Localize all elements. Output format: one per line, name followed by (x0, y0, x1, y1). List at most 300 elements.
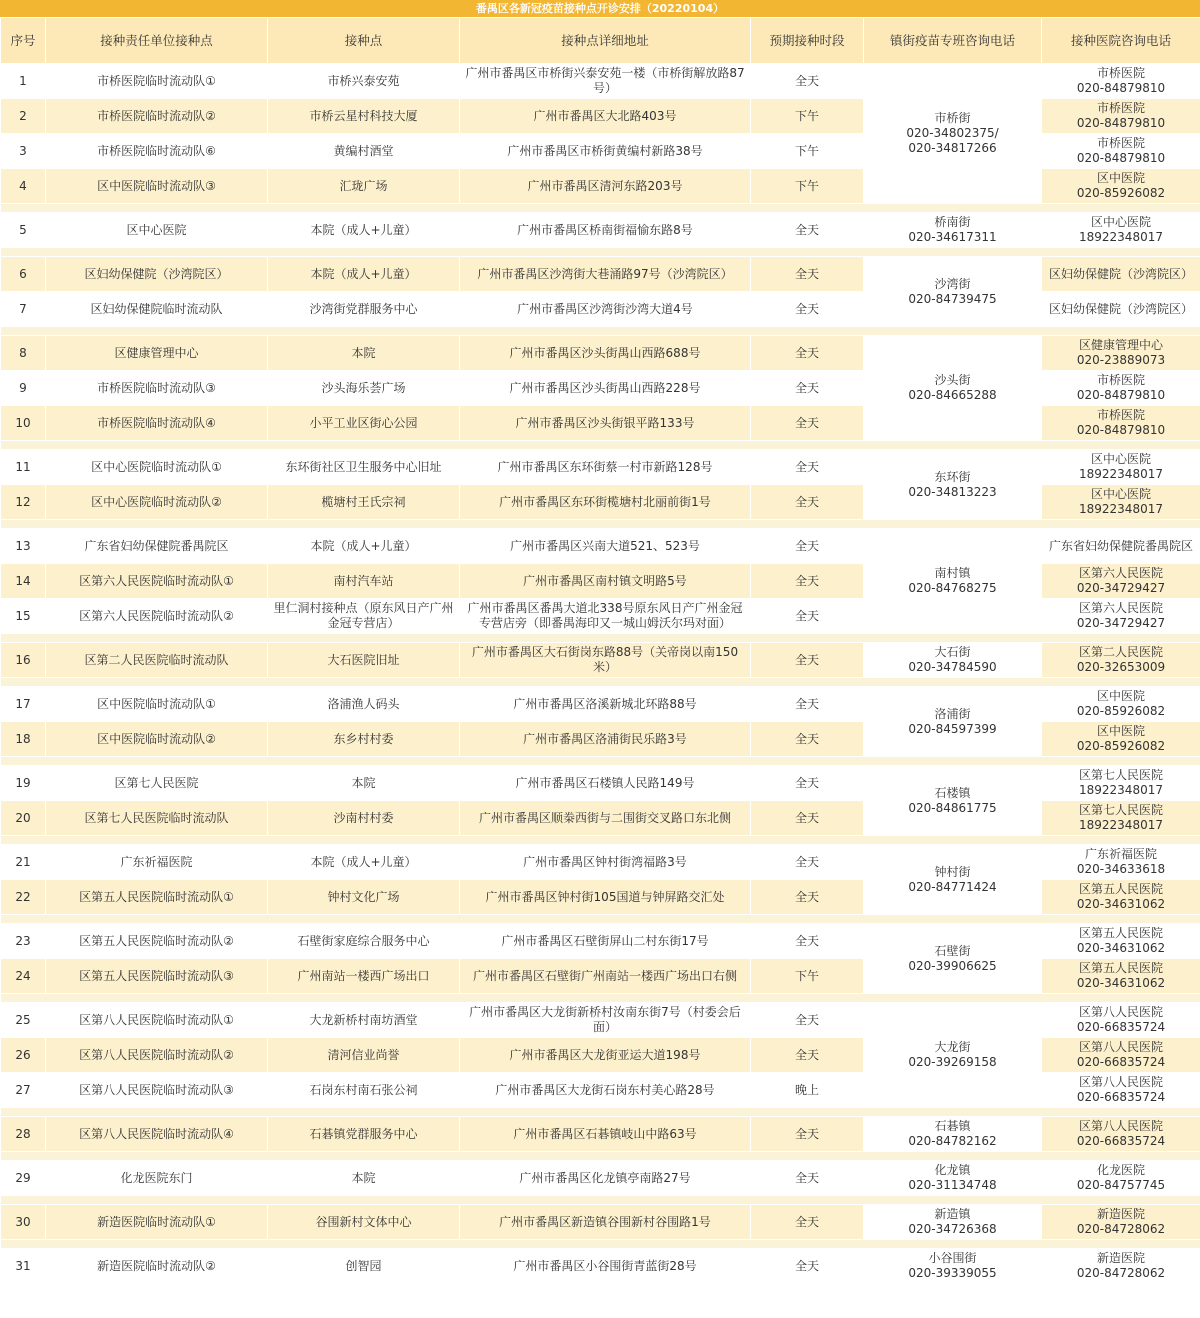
table-row (1, 687, 1200, 722)
cell-unit: 区第五人民医院临时流动队① (46, 880, 268, 915)
cell-time: 晚上 (751, 1073, 864, 1108)
cell-unit: 市桥医院临时流动队② (46, 99, 268, 134)
group-separator (1, 248, 1200, 257)
cell-unit: 区第八人民医院临时流动队② (46, 1038, 268, 1073)
cell-site: 榄塘村王氏宗祠 (268, 485, 460, 520)
cell-hospital (1042, 880, 1200, 915)
hospital-name: 区第七人民医院 (1078, 803, 1163, 817)
cell-street-phone (864, 924, 1042, 994)
cell-no: 25 (1, 1003, 46, 1038)
street-phone: 020-84771424 (908, 879, 997, 894)
cell-time: 下午 (751, 99, 864, 134)
hospital-phone: 18922348017 (1079, 230, 1163, 244)
cell-street-phone (864, 213, 1042, 248)
cell-unit: 区第八人民医院临时流动队④ (46, 1117, 268, 1152)
street-phone: 020-84861775 (908, 800, 997, 815)
cell-hospital (1042, 406, 1200, 441)
cell-site: 大石医院旧址 (268, 643, 460, 678)
cell-hospital (1042, 845, 1200, 880)
hospital-name: 市桥医院 (1096, 136, 1145, 150)
cell-no: 10 (1, 406, 46, 441)
cell-address: 广州市番禺区市桥街黄编村新路38号 (460, 134, 751, 169)
cell-address: 广州市番禺区东环街蔡一村市新路128号 (460, 450, 751, 485)
cell-unit: 区中医院临时流动队③ (46, 169, 268, 204)
cell-street-phone (864, 336, 1042, 441)
cell-time: 全天 (751, 599, 864, 634)
hospital-phone: 020-84879810 (1076, 388, 1166, 402)
hospital-phone: 020-84879810 (1076, 423, 1166, 437)
hospital-name: 区第五人民医院 (1078, 926, 1163, 940)
cell-time: 下午 (751, 959, 864, 994)
cell-time: 全天 (751, 1249, 864, 1284)
header-hospital-phone: 接种医院咨询电话 (1042, 18, 1200, 64)
cell-unit: 区中医院临时流动队① (46, 687, 268, 722)
cell-time: 全天 (751, 213, 864, 248)
cell-unit: 区第八人民医院临时流动队① (46, 1003, 268, 1038)
cell-unit: 区第七人民医院 (46, 766, 268, 801)
cell-address: 广州市番禺区石碁镇岐山中路63号 (460, 1117, 751, 1152)
cell-hospital (1042, 1117, 1200, 1152)
hospital-name: 区妇幼保健院（沙湾院区） (1048, 266, 1193, 281)
hospital-phone: 020-85926082 (1076, 704, 1166, 718)
hospital-phone: 020-85926082 (1076, 186, 1166, 200)
table-row (1, 924, 1200, 959)
cell-time: 全天 (751, 801, 864, 836)
cell-address: 广州市番禺区钟村街湾福路3号 (460, 845, 751, 880)
cell-address: 广州市番禺区沙头街银平路133号 (460, 406, 751, 441)
cell-address: 广州市番禺区沙湾街沙湾大道4号 (460, 292, 751, 327)
cell-no: 6 (1, 257, 46, 292)
street-phone: 020-84782162 (908, 1134, 997, 1148)
cell-site: 清河信业尚誉 (268, 1038, 460, 1073)
street-phone: 020-34813223 (908, 484, 997, 499)
group-separator (1, 1196, 1200, 1205)
group-separator (1, 1152, 1200, 1161)
hospital-name: 广东祈福医院 (1084, 847, 1157, 861)
cell-no: 2 (1, 99, 46, 134)
cell-unit: 新造医院临时流动队② (46, 1249, 268, 1284)
cell-address: 广州市番禺区沙头街禺山西路228号 (460, 371, 751, 406)
cell-hospital (1042, 292, 1200, 327)
table-row (1, 1003, 1200, 1038)
group-separator (1, 836, 1200, 845)
cell-unit: 区第七人民医院临时流动队 (46, 801, 268, 836)
cell-site: 东乡村村委 (268, 722, 460, 757)
street-phone: 020-34617311 (908, 230, 997, 244)
cell-site: 石壁街家庭综合服务中心 (268, 924, 460, 959)
cell-hospital (1042, 1205, 1200, 1240)
cell-no: 31 (1, 1249, 46, 1284)
hospital-name: 区妇幼保健院（沙湾院区） (1048, 301, 1193, 316)
separator-cell (1, 915, 1200, 924)
hospital-name: 区第五人民医院 (1078, 882, 1163, 896)
cell-street-phone (864, 257, 1042, 327)
cell-no: 13 (1, 529, 46, 564)
cell-time: 全天 (751, 1038, 864, 1073)
separator-cell (1, 441, 1200, 450)
cell-time: 全天 (751, 257, 864, 292)
cell-site: 本院（成人+儿童） (268, 213, 460, 248)
cell-unit: 区第二人民医院临时流动队 (46, 643, 268, 678)
cell-unit: 区第六人民医院临时流动队① (46, 564, 268, 599)
cell-address: 广州市番禺区大石街岗东路88号（关帝岗以南150米） (460, 643, 751, 678)
cell-no: 23 (1, 924, 46, 959)
cell-no: 26 (1, 1038, 46, 1073)
hospital-phone: 020-34631062 (1076, 941, 1166, 955)
street-name: 新造镇 (934, 1207, 971, 1221)
table-row (1, 845, 1200, 880)
cell-unit: 广东祈福医院 (46, 845, 268, 880)
cell-time: 全天 (751, 292, 864, 327)
cell-time: 全天 (751, 687, 864, 722)
cell-site: 沙南村村委 (268, 801, 460, 836)
cell-hospital (1042, 801, 1200, 836)
separator-cell (1, 327, 1200, 336)
cell-unit: 市桥医院临时流动队③ (46, 371, 268, 406)
cell-hospital (1042, 257, 1200, 292)
street-name: 石楼镇 (934, 785, 971, 800)
hospital-phone: 18922348017 (1079, 818, 1163, 832)
table-row (1, 1249, 1200, 1284)
cell-site: 市桥云星村科技大厦 (268, 99, 460, 134)
cell-unit: 区第八人民医院临时流动队③ (46, 1073, 268, 1108)
cell-site: 里仁洞村接种点（原东风日产广州金冠专营店） (268, 599, 460, 634)
cell-address: 广州市番禺区大龙街新桥村汝南东街7号（村委会后面） (460, 1003, 751, 1038)
hospital-phone: 020-34631062 (1076, 976, 1166, 990)
cell-time: 全天 (751, 406, 864, 441)
hospital-phone: 020-84728062 (1076, 1266, 1166, 1280)
hospital-name: 区中心医院 (1090, 215, 1151, 229)
cell-time: 全天 (751, 845, 864, 880)
cell-hospital (1042, 450, 1200, 485)
separator-cell (1, 1196, 1200, 1205)
street-phone: 020-34802375/ 020-34817266 (906, 126, 999, 155)
cell-street-phone (864, 1205, 1042, 1240)
table-row (1, 213, 1200, 248)
cell-unit: 区中心医院 (46, 213, 268, 248)
cell-time: 全天 (751, 1205, 864, 1240)
cell-time: 全天 (751, 1161, 864, 1196)
group-separator (1, 520, 1200, 529)
street-name: 东环街 (934, 469, 971, 484)
cell-unit: 区妇幼保健院（沙湾院区） (46, 257, 268, 292)
hospital-phone: 020-34729427 (1076, 616, 1166, 630)
table-row (1, 643, 1200, 678)
cell-site: 谷围新村文体中心 (268, 1205, 460, 1240)
street-phone: 020-39269158 (908, 1055, 997, 1069)
cell-unit: 区健康管理中心 (46, 336, 268, 371)
separator-cell (1, 1152, 1200, 1161)
hospital-phone: 020-84879810 (1076, 116, 1166, 130)
cell-unit: 市桥医院临时流动队⑥ (46, 134, 268, 169)
cell-time: 全天 (751, 643, 864, 678)
cell-unit: 市桥医院临时流动队④ (46, 406, 268, 441)
cell-time: 全天 (751, 766, 864, 801)
cell-street-phone (864, 64, 1042, 204)
cell-address: 广州市番禺区桥南街福愉东路8号 (460, 213, 751, 248)
cell-no: 27 (1, 1073, 46, 1108)
street-name: 小谷围街 (928, 1251, 977, 1265)
street-name: 南村镇 (934, 566, 971, 580)
cell-unit: 区第六人民医院临时流动队② (46, 599, 268, 634)
hospital-name: 区第八人民医院 (1078, 1040, 1163, 1054)
hospital-phone: 020-66835724 (1076, 1055, 1166, 1069)
cell-site: 黄编村酒堂 (268, 134, 460, 169)
cell-address: 广州市番禺区兴南大道521、523号 (460, 529, 751, 564)
cell-no: 3 (1, 134, 46, 169)
cell-hospital (1042, 959, 1200, 994)
cell-no: 11 (1, 450, 46, 485)
cell-address: 广州市番禺区洛浦街民乐路3号 (460, 722, 751, 757)
cell-hospital (1042, 1073, 1200, 1108)
table-row (1, 1205, 1200, 1240)
street-phone: 020-84665288 (908, 388, 997, 402)
cell-address: 广州市番禺区石壁街屏山二村东街17号 (460, 924, 751, 959)
cell-street-phone (864, 1003, 1042, 1108)
cell-site: 大龙新桥村南坊酒堂 (268, 1003, 460, 1038)
cell-time: 全天 (751, 529, 864, 564)
hospital-phone: 020-66835724 (1076, 1134, 1166, 1148)
cell-address: 广州市番禺区大北路403号 (460, 99, 751, 134)
group-separator (1, 204, 1200, 213)
cell-address: 广州市番禺区市桥街兴泰安苑一楼（市桥街解放路87号） (460, 64, 751, 99)
hospital-name: 市桥医院 (1096, 408, 1145, 422)
cell-address: 广州市番禺区清河东路203号 (460, 169, 751, 204)
group-separator (1, 327, 1200, 336)
header-row (1, 18, 1200, 64)
cell-address: 广州市番禺区小谷围街青蓝街28号 (460, 1249, 751, 1284)
cell-address: 广州市番禺区沙头街禺山西路688号 (460, 336, 751, 371)
cell-site: 本院（成人+儿童） (268, 845, 460, 880)
cell-hospital (1042, 169, 1200, 204)
cell-no: 7 (1, 292, 46, 327)
street-name: 大龙街 (934, 1040, 971, 1054)
cell-time: 全天 (751, 64, 864, 99)
cell-time: 下午 (751, 169, 864, 204)
cell-unit: 市桥医院临时流动队① (46, 64, 268, 99)
street-name: 沙湾街 (934, 276, 971, 291)
cell-site: 东环街社区卫生服务中心旧址 (268, 450, 460, 485)
hospital-phone: 020-66835724 (1076, 1020, 1166, 1034)
cell-no: 30 (1, 1205, 46, 1240)
cell-hospital (1042, 1161, 1200, 1196)
cell-no: 20 (1, 801, 46, 836)
cell-unit: 区第五人民医院临时流动队② (46, 924, 268, 959)
cell-hospital (1042, 687, 1200, 722)
cell-no: 19 (1, 766, 46, 801)
cell-no: 5 (1, 213, 46, 248)
cell-hospital (1042, 1003, 1200, 1038)
hospital-name: 区第八人民医院 (1078, 1005, 1163, 1019)
cell-site: 本院 (268, 336, 460, 371)
street-phone: 020-34726368 (908, 1222, 997, 1236)
cell-site: 石碁镇党群服务中心 (268, 1117, 460, 1152)
hospital-name: 区健康管理中心 (1078, 338, 1163, 352)
cell-no: 9 (1, 371, 46, 406)
header-time: 预期接种时段 (751, 18, 864, 64)
cell-street-phone (864, 687, 1042, 757)
group-separator (1, 1108, 1200, 1117)
hospital-name: 新造医院 (1096, 1251, 1145, 1265)
cell-no: 24 (1, 959, 46, 994)
cell-unit: 区中医院临时流动队② (46, 722, 268, 757)
cell-site: 洛浦渔人码头 (268, 687, 460, 722)
hospital-name: 区第六人民医院 (1078, 601, 1163, 615)
hospital-name: 区中心医院 (1090, 452, 1151, 466)
hospital-phone: 020-34633618 (1076, 862, 1166, 876)
hospital-phone: 020-84757745 (1076, 1178, 1166, 1192)
hospital-phone: 020-66835724 (1076, 1090, 1166, 1104)
cell-address: 广州市番禺区南村镇文明路5号 (460, 564, 751, 599)
cell-site: 钟村文化广场 (268, 880, 460, 915)
separator-cell (1, 678, 1200, 687)
header-address: 接种点详细地址 (460, 18, 751, 64)
cell-unit: 区妇幼保健院临时流动队 (46, 292, 268, 327)
cell-hospital (1042, 1038, 1200, 1073)
cell-site: 石岗东村南石张公祠 (268, 1073, 460, 1108)
cell-hospital (1042, 643, 1200, 678)
cell-time: 全天 (751, 924, 864, 959)
cell-street-phone (864, 450, 1042, 520)
group-separator (1, 634, 1200, 643)
cell-site: 本院 (268, 1161, 460, 1196)
table-row (1, 336, 1200, 371)
cell-time: 全天 (751, 371, 864, 406)
hospital-name: 广东省妇幼保健院番禺院区 (1048, 538, 1193, 553)
street-phone: 020-84768275 (908, 581, 997, 595)
hospital-name: 区第七人民医院 (1078, 768, 1163, 782)
header-no: 序号 (1, 18, 46, 64)
cell-site: 创智园 (268, 1249, 460, 1284)
table-row (1, 257, 1200, 292)
cell-address: 广州市番禺区石楼镇人民路149号 (460, 766, 751, 801)
street-name: 沙头街 (934, 373, 971, 387)
cell-site: 南村汽车站 (268, 564, 460, 599)
cell-site: 沙湾街党群服务中心 (268, 292, 460, 327)
hospital-name: 化龙医院 (1096, 1163, 1145, 1177)
street-phone: 020-84739475 (908, 291, 997, 306)
cell-address: 广州市番禺区新造镇谷围新村谷围路1号 (460, 1205, 751, 1240)
hospital-phone: 020-32653009 (1076, 660, 1166, 674)
cell-hospital (1042, 1249, 1200, 1284)
cell-site: 本院（成人+儿童） (268, 529, 460, 564)
cell-time: 全天 (751, 1003, 864, 1038)
cell-street-phone (864, 643, 1042, 678)
hospital-name: 区第二人民医院 (1078, 645, 1163, 659)
cell-site: 广州南站一楼西广场出口 (268, 959, 460, 994)
cell-street-phone (864, 1249, 1042, 1284)
header-unit: 接种责任单位接种点 (46, 18, 268, 64)
separator-cell (1, 520, 1200, 529)
group-separator (1, 441, 1200, 450)
cell-site: 本院（成人+儿童） (268, 257, 460, 292)
hospital-name: 新造医院 (1096, 1207, 1145, 1221)
hospital-phone: 020-84728062 (1076, 1222, 1166, 1236)
table-row (1, 1161, 1200, 1196)
street-phone: 020-39339055 (908, 1266, 997, 1280)
street-name: 洛浦街 (934, 706, 971, 721)
cell-no: 8 (1, 336, 46, 371)
cell-hospital (1042, 99, 1200, 134)
cell-site: 汇珑广场 (268, 169, 460, 204)
vaccination-schedule-table (0, 17, 1200, 1284)
cell-no: 21 (1, 845, 46, 880)
separator-cell (1, 1108, 1200, 1117)
hospital-name: 区中心医院 (1090, 487, 1151, 501)
cell-street-phone (864, 1117, 1042, 1152)
street-name: 桥南街 (934, 215, 971, 229)
cell-hospital (1042, 766, 1200, 801)
street-phone: 020-39906625 (908, 958, 997, 973)
cell-unit: 区中心医院临时流动队① (46, 450, 268, 485)
table-row (1, 64, 1200, 99)
street-name: 钟村街 (934, 864, 971, 879)
separator-cell (1, 204, 1200, 213)
cell-hospital (1042, 564, 1200, 599)
separator-cell (1, 1240, 1200, 1249)
cell-no: 14 (1, 564, 46, 599)
street-phone: 020-34784590 (908, 660, 997, 674)
cell-address: 广州市番禺区钟村街105国道与钟屏路交汇处 (460, 880, 751, 915)
cell-hospital (1042, 722, 1200, 757)
separator-cell (1, 994, 1200, 1003)
hospital-name: 区中医院 (1096, 724, 1145, 738)
hospital-phone: 020-34631062 (1076, 897, 1166, 911)
hospital-name: 区第八人民医院 (1078, 1119, 1163, 1133)
cell-hospital (1042, 213, 1200, 248)
cell-hospital (1042, 64, 1200, 99)
street-name: 化龙镇 (934, 1163, 971, 1177)
cell-hospital (1042, 529, 1200, 564)
street-name: 大石街 (934, 645, 971, 659)
cell-address: 广州市番禺区石壁街广州南站一楼西广场出口右侧 (460, 959, 751, 994)
hospital-name: 区第五人民医院 (1078, 961, 1163, 975)
street-name: 石碁镇 (934, 1119, 971, 1133)
hospital-phone: 020-23889073 (1076, 353, 1166, 367)
cell-address: 广州市番禺区顺桊西街与二围街交叉路口东北侧 (460, 801, 751, 836)
cell-time: 全天 (751, 722, 864, 757)
cell-no: 28 (1, 1117, 46, 1152)
cell-time: 全天 (751, 880, 864, 915)
table-title: 番禺区各新冠疫苗接种点开诊安排（20220104） (0, 0, 1200, 17)
cell-address: 广州市番禺区番禺大道北338号原东风日产广州金冠专营店旁（即番禺海印又一城山姆沃尔玛对面） (460, 599, 751, 634)
header-street-phone: 镇街疫苗专班咨询电话 (864, 18, 1042, 64)
cell-street-phone (864, 529, 1042, 634)
table-row (1, 1117, 1200, 1152)
hospital-name: 市桥医院 (1096, 101, 1145, 115)
group-separator (1, 757, 1200, 766)
table-row (1, 529, 1200, 564)
hospital-name: 市桥医院 (1096, 66, 1145, 80)
cell-no: 16 (1, 643, 46, 678)
cell-address: 广州市番禺区东环街榄塘村北丽前街1号 (460, 485, 751, 520)
cell-address: 广州市番禺区大龙街亚运大道198号 (460, 1038, 751, 1073)
cell-address: 广州市番禺区沙湾街大巷涌路97号（沙湾院区） (460, 257, 751, 292)
cell-time: 全天 (751, 564, 864, 599)
cell-hospital (1042, 336, 1200, 371)
hospital-name: 市桥医院 (1096, 373, 1145, 387)
hospital-phone: 020-84879810 (1076, 151, 1166, 165)
header-site: 接种点 (268, 18, 460, 64)
cell-no: 22 (1, 880, 46, 915)
cell-no: 17 (1, 687, 46, 722)
street-name: 市桥街 (934, 111, 971, 125)
table-body (1, 64, 1200, 1284)
separator-cell (1, 634, 1200, 643)
cell-time: 全天 (751, 336, 864, 371)
table-row (1, 450, 1200, 485)
hospital-phone: 020-84879810 (1076, 81, 1166, 95)
